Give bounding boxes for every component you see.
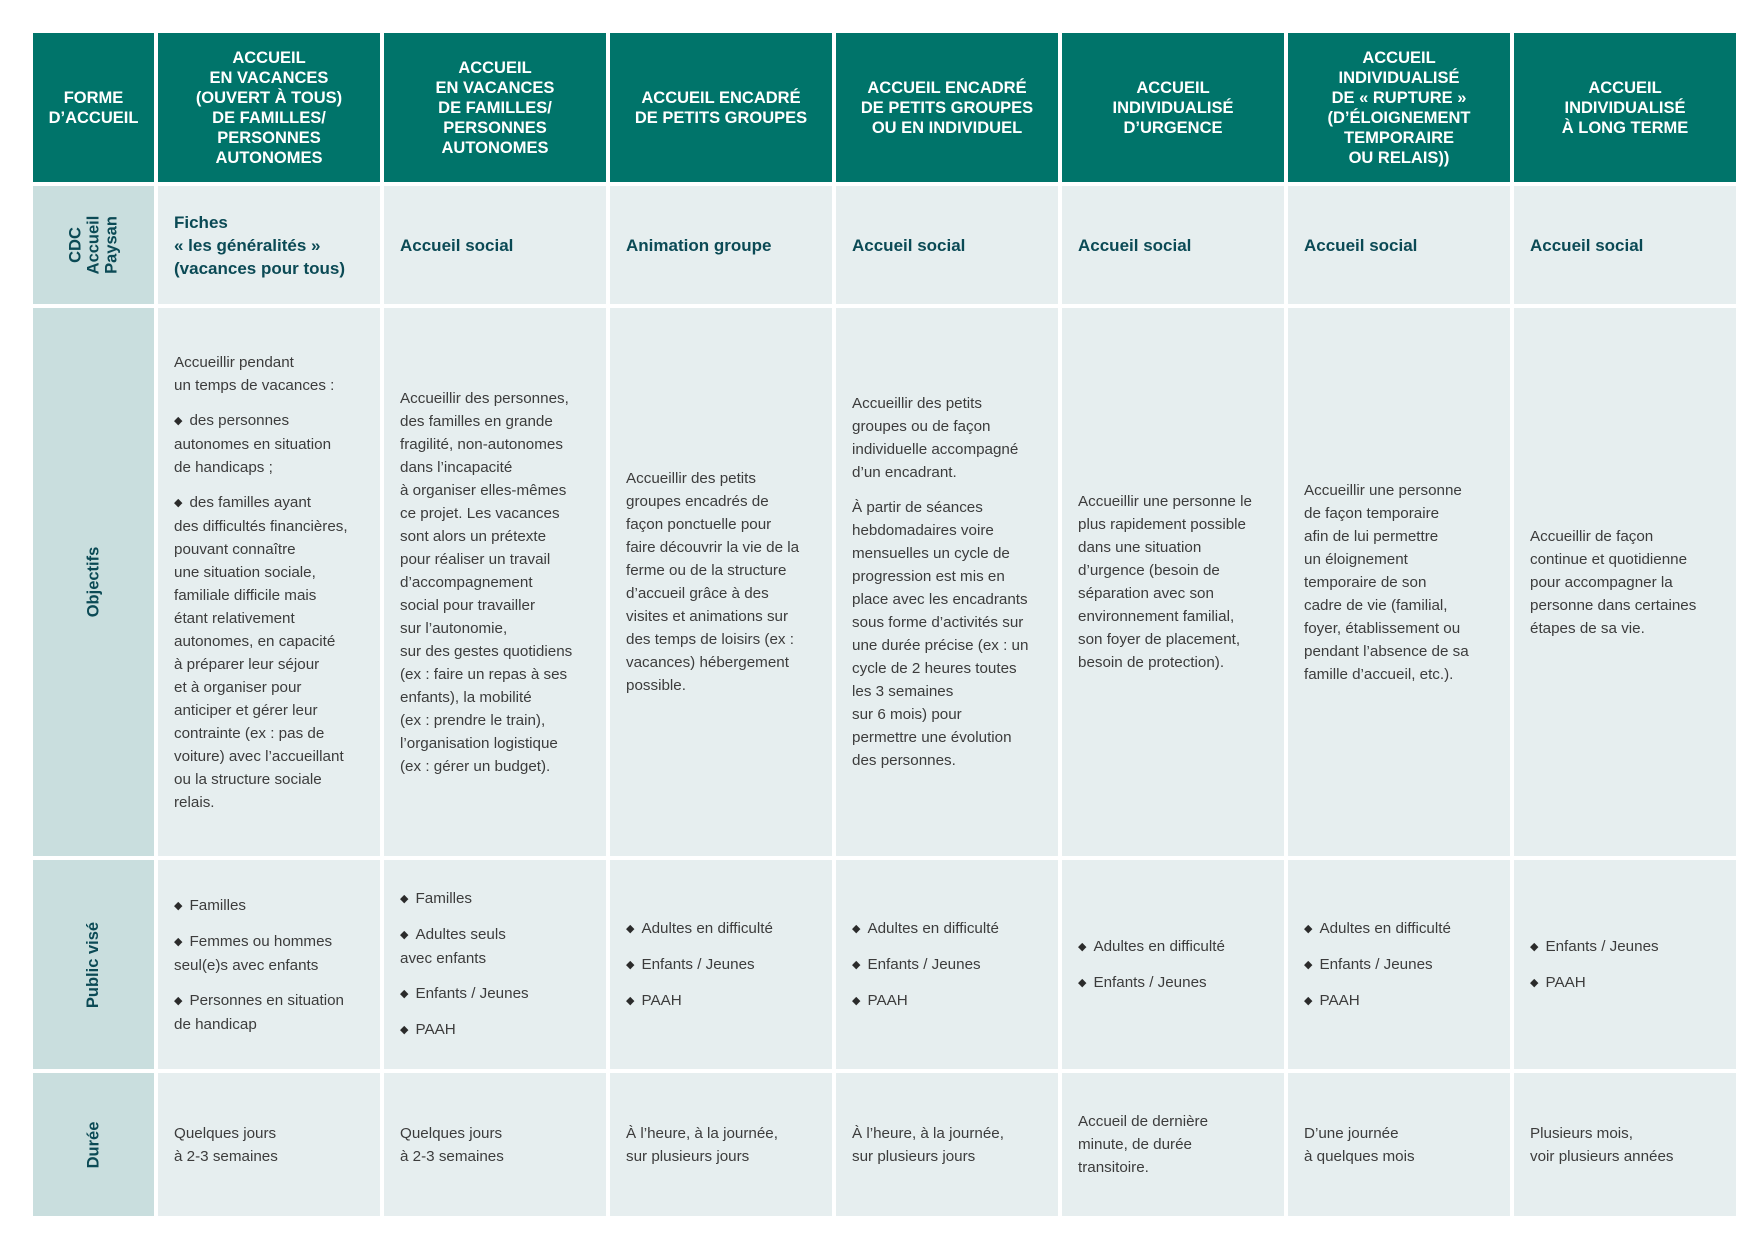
- list-item: ◆ Enfants / Jeunes: [626, 955, 755, 973]
- list-item: ◆ PAAH: [400, 1021, 456, 1038]
- diamond-bullet-icon: ◆: [1304, 922, 1313, 935]
- diamond-bullet-icon: ◆: [174, 899, 183, 912]
- list-item: ◆ Enfants / Jeunes: [1078, 973, 1207, 991]
- row-label-public: Public visé: [33, 860, 154, 1069]
- diamond-bullet-icon: ◆: [626, 994, 635, 1007]
- objectifs-cell: Accueillir de façon continue et quotidienne pour accompagner la personne dans certaines étapes de sa vie.: [1514, 308, 1736, 856]
- objectifs-intro: Accueillir pendant un temps de vacances :: [174, 353, 335, 394]
- cdc-cell: Accueil social: [836, 186, 1058, 304]
- list-item: ◆ PAAH: [1530, 973, 1586, 991]
- diamond-bullet-icon: ◆: [1304, 958, 1313, 971]
- header-vacances-ouvert: ACCUEIL EN VACANCES (OUVERT À TOUS) DE FAMILLES/ PERSONNES AUTONOMES: [158, 33, 380, 182]
- forms-table: [33, 33, 1725, 1216]
- diamond-bullet-icon: ◆: [852, 922, 861, 935]
- diamond-bullet-icon: ◆: [626, 922, 635, 935]
- list-item: ◆ des familles ayant des difficultés financières, pouvant connaître une situation sociale, familiale difficile mais étant relativement autonomes, en capacité à préparer leur séjour et à organiser pour anticiper et gérer leur contrainte (ex : pas de voiture) avec l’accueillant ou la structure sociale relais.: [174, 493, 348, 811]
- list-item: ◆ Personnes en situation de handicap: [174, 991, 344, 1033]
- objectifs-cell: Accueillir des petits groupes encadrés de façon ponctuelle pour faire découvrir la vie de la ferme ou de la structure d’accueil grâce à des visites et animations sur des temps de loisirs (ex : vacances) hébergement possible.: [610, 308, 832, 856]
- public-cell: [836, 860, 1058, 1069]
- public-cell: [1062, 860, 1284, 1069]
- row-label-objectifs: Objectifs: [33, 308, 154, 856]
- list-item: ◆ des personnes autonomes en situation de handicaps ;: [174, 411, 332, 476]
- list-item: ◆ Enfants / Jeunes: [400, 985, 529, 1002]
- row-label-cdc: CDC Accueil Paysan: [33, 186, 154, 304]
- duree-cell: À l’heure, à la journée, sur plusieurs jours: [836, 1073, 1058, 1216]
- diamond-bullet-icon: ◆: [1530, 940, 1539, 953]
- duree-cell: Plusieurs mois, voir plusieurs années: [1514, 1073, 1736, 1216]
- public-cell: [1514, 860, 1736, 1069]
- list-item: ◆ PAAH: [852, 991, 908, 1009]
- diamond-bullet-icon: ◆: [1530, 976, 1539, 989]
- diamond-bullet-icon: ◆: [174, 414, 183, 427]
- cdc-cell: Fiches « les généralités » (vacances pour tous): [158, 186, 380, 304]
- cdc-cell: Accueil social: [1514, 186, 1736, 304]
- public-list: [1304, 917, 1498, 1013]
- cdc-cell: Accueil social: [1288, 186, 1510, 304]
- diamond-bullet-icon: ◆: [400, 1024, 409, 1036]
- cdc-cell: Animation groupe: [610, 186, 832, 304]
- public-list: [626, 917, 820, 1013]
- list-item: ◆ Adultes en difficulté: [626, 919, 773, 937]
- objectifs-cell: [158, 308, 380, 856]
- header-encadre-individuel: ACCUEIL ENCADRÉ DE PETITS GROUPES OU EN INDIVIDUEL: [836, 33, 1058, 182]
- objectifs-cell: Accueillir des personnes, des familles en grande fragilité, non-autonomes dans l’incapacité à organiser elles-mêmes ce projet. Les vacances sont alors un prétexte pour réaliser un travail d’accompagnement social pour travailler sur l’autonomie, sur des gestes quotidiens (ex : faire un repas à ses enfants), la mobilité (ex : prendre le train), l’organisation logistique (ex : gérer un budget).: [384, 308, 606, 856]
- header-urgence: ACCUEIL INDIVIDUALISÉ D’URGENCE: [1062, 33, 1284, 182]
- diamond-bullet-icon: ◆: [1304, 994, 1313, 1007]
- list-item: ◆ PAAH: [626, 991, 682, 1009]
- diamond-bullet-icon: ◆: [1078, 976, 1087, 989]
- list-item: ◆ Adultes en difficulté: [1304, 919, 1451, 937]
- cdc-cell: Accueil social: [384, 186, 606, 304]
- duree-cell: D’une journée à quelques mois: [1288, 1073, 1510, 1216]
- objectifs-cell: Accueillir une personne le plus rapidement possible dans une situation d’urgence (besoin de séparation avec son environnement familial, son foyer de placement, besoin de protection).: [1062, 308, 1284, 856]
- cdc-cell: Accueil social: [1062, 186, 1284, 304]
- list-item: ◆ Enfants / Jeunes: [1304, 955, 1433, 973]
- list-item: ◆ Enfants / Jeunes: [852, 955, 981, 973]
- duree-cell: Accueil de dernière minute, de durée transitoire.: [1062, 1073, 1284, 1216]
- header-encadre-groupes: ACCUEIL ENCADRÉ DE PETITS GROUPES: [610, 33, 832, 182]
- public-cell: [610, 860, 832, 1069]
- list-item: ◆ Adultes en difficulté: [1078, 937, 1225, 955]
- duree-cell: Quelques jours à 2-3 semaines: [384, 1073, 606, 1216]
- public-cell: [1288, 860, 1510, 1069]
- public-cell: [384, 860, 606, 1069]
- list-item: ◆ Adultes en difficulté: [852, 919, 999, 937]
- duree-cell: Quelques jours à 2-3 semaines: [158, 1073, 380, 1216]
- public-list: [852, 917, 1046, 1013]
- header-long-terme: ACCUEIL INDIVIDUALISÉ À LONG TERME: [1514, 33, 1736, 182]
- table-grid: [33, 33, 1725, 1216]
- public-cell: [158, 860, 380, 1069]
- public-list: [400, 887, 594, 1042]
- list-item: ◆ PAAH: [1304, 991, 1360, 1009]
- diamond-bullet-icon: ◆: [400, 893, 409, 905]
- public-list: [1530, 935, 1724, 995]
- diamond-bullet-icon: ◆: [400, 988, 409, 1000]
- header-forme-accueil: FORME D’ACCUEIL: [33, 33, 154, 182]
- objectifs-cell: Accueillir une personne de façon temporaire afin de lui permettre un éloignement temporaire de son cadre de vie (familial, foyer, établissement ou pendant l’absence de sa famille d’accueil, etc.).: [1288, 308, 1510, 856]
- diamond-bullet-icon: ◆: [400, 929, 409, 941]
- list-item: ◆ Adultes seuls avec enfants: [400, 926, 506, 967]
- diamond-bullet-icon: ◆: [626, 958, 635, 971]
- diamond-bullet-icon: ◆: [1078, 940, 1087, 953]
- objectifs-cell: Accueillir des petits groupes ou de façon individuelle accompagné d’un encadrant. À partir de séances hebdomadaires voire mensuelles un cycle de progression est mis en place avec les encadrants sous forme d’activités sur une durée précise (ex : un cycle de 2 heures toutes les 3 semaines sur 6 mois) pour permettre une évolution des personnes.: [836, 308, 1058, 856]
- public-list: [174, 894, 368, 1036]
- header-rupture: ACCUEIL INDIVIDUALISÉ DE « RUPTURE » (D’ÉLOIGNEMENT TEMPORAIRE OU RELAIS)): [1288, 33, 1510, 182]
- diamond-bullet-icon: ◆: [852, 958, 861, 971]
- diamond-bullet-icon: ◆: [174, 496, 183, 509]
- list-item: ◆ Familles: [174, 896, 247, 914]
- public-list: [1078, 935, 1272, 995]
- header-vacances-familles: ACCUEIL EN VACANCES DE FAMILLES/ PERSONNES AUTONOMES: [384, 33, 606, 182]
- row-label-duree: Durée: [33, 1073, 154, 1216]
- duree-cell: À l’heure, à la journée, sur plusieurs jours: [610, 1073, 832, 1216]
- list-item: ◆ Familles: [400, 890, 473, 907]
- diamond-bullet-icon: ◆: [174, 935, 183, 948]
- diamond-bullet-icon: ◆: [852, 994, 861, 1007]
- diamond-bullet-icon: ◆: [174, 994, 183, 1007]
- list-item: ◆ Femmes ou hommes seul(e)s avec enfants: [174, 932, 333, 974]
- objectifs-list: [174, 409, 368, 814]
- list-item: ◆ Enfants / Jeunes: [1530, 937, 1659, 955]
